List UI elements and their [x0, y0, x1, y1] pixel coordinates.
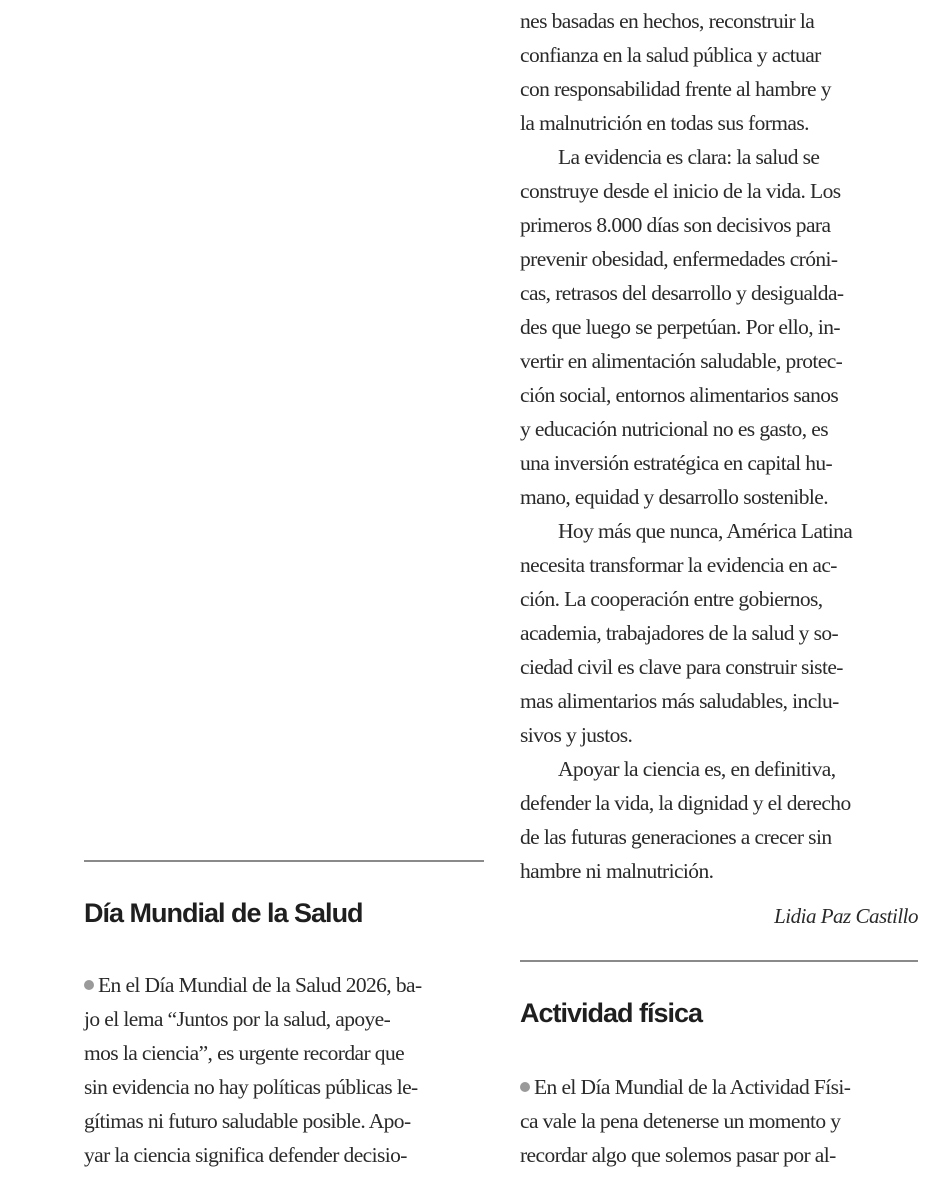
text-line: con responsabilidad frente al hambre y: [520, 77, 831, 101]
text-line: sin evidencia no hay políticas públicas le-: [84, 1075, 418, 1099]
author-signature: Lidia Paz Castillo: [774, 904, 918, 928]
text-line: la malnutrición en todas sus formas.: [520, 111, 809, 135]
text-line: vertir en alimentación saludable, protec-: [520, 349, 843, 373]
text-line: La evidencia es clara: la salud se: [558, 145, 820, 169]
paragraph-latin-america: [520, 514, 918, 752]
text-line: recordar algo que solemos pasar por al-: [520, 1143, 836, 1167]
text-line: hambre ni malnutrición.: [520, 859, 714, 883]
text-line: mos la ciencia”, es urgente recordar que: [84, 1041, 405, 1065]
text-line-content: En el Día Mundial de la Actividad Físi-: [534, 1075, 851, 1099]
text-line: ción social, entornos alimentarios sanos: [520, 383, 839, 407]
text-line: gítimas ni futuro saludable posible. Apo-: [84, 1109, 411, 1133]
text-line: ciedad civil es clave para construir siste-: [520, 655, 843, 679]
article-heading: Día Mundial de la Salud: [84, 898, 363, 928]
text-line: yar la ciencia significa defender decisio-: [84, 1143, 407, 1167]
text-line-content: En el Día Mundial de la Salud 2026, ba-: [98, 973, 422, 997]
text-line: [84, 968, 484, 1002]
text-line: necesita transformar la evidencia en ac-: [520, 553, 837, 577]
section-divider: [84, 860, 484, 862]
article-heading: Actividad física: [520, 998, 703, 1028]
text-line: y educación nutricional no es gasto, es: [520, 417, 828, 441]
text-line: nes basadas en hechos, reconstruir la: [520, 9, 815, 33]
text-line: construye desde el inicio de la vida. Los: [520, 179, 841, 203]
text-line: una inversión estratégica en capital hu-: [520, 451, 833, 475]
text-line: mano, equidad y desarrollo sostenible.: [520, 485, 828, 509]
article-body: [84, 968, 484, 1172]
text-line: Apoyar la ciencia es, en definitiva,: [558, 757, 836, 781]
text-line: academia, trabajadores de la salud y so-: [520, 621, 839, 645]
paragraph-evidence: [520, 140, 918, 514]
text-line: ción. La cooperación entre gobiernos,: [520, 587, 823, 611]
text-line: ca vale la pena detenerse un momento y: [520, 1109, 841, 1133]
text-line: [520, 1070, 918, 1104]
text-line: sivos y justos.: [520, 723, 633, 747]
letter-continuation: [520, 4, 918, 888]
text-line: defender la vida, la dignidad y el derecho: [520, 791, 851, 815]
text-line: primeros 8.000 días son decisivos para: [520, 213, 831, 237]
article-body: [520, 1070, 918, 1172]
text-line: des que luego se perpetúan. Por ello, in-: [520, 315, 840, 339]
paragraph-conclusion: [520, 752, 918, 888]
text-line: de las futuras generaciones a crecer sin: [520, 825, 832, 849]
paragraph-continuation: [520, 4, 918, 140]
bullet-icon: [84, 980, 94, 990]
text-line: prevenir obesidad, enfermedades cróni-: [520, 247, 838, 271]
text-line: mas alimentarios más saludables, inclu-: [520, 689, 839, 713]
section-divider: [520, 960, 918, 962]
text-line: Hoy más que nunca, América Latina: [558, 519, 853, 543]
bullet-icon: [520, 1082, 530, 1092]
text-line: jo el lema “Juntos por la salud, apoye-: [84, 1007, 391, 1031]
text-line: cas, retrasos del desarrollo y desigualda-: [520, 281, 844, 305]
text-line: confianza en la salud pública y actuar: [520, 43, 821, 67]
